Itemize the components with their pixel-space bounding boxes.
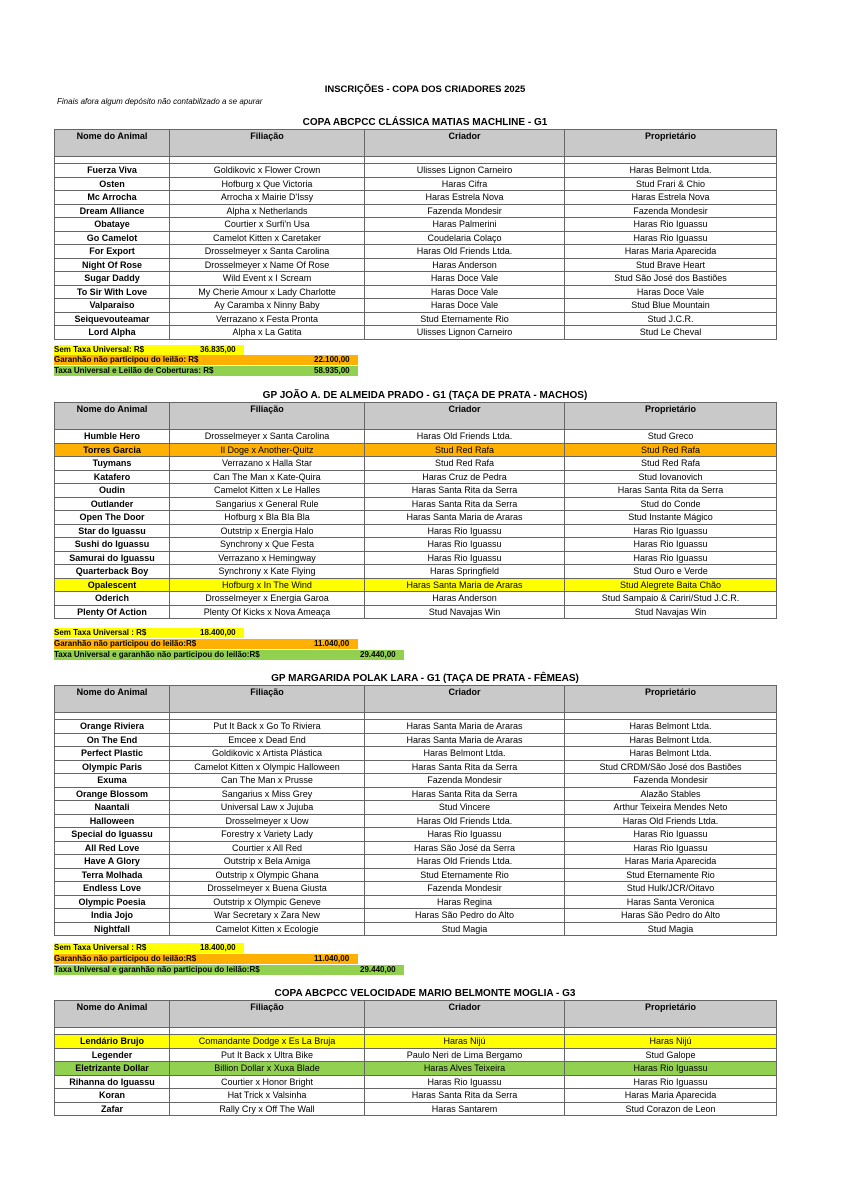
- owner: Arthur Teixeira Mendes Neto: [565, 801, 777, 815]
- owner: Stud Corazon de Leon: [565, 1102, 777, 1116]
- sire: Rally Cry x Off The Wall: [170, 1102, 365, 1116]
- tax-line: Taxa Universal e garanhão não participou do leilão:R$ 29.440,00: [54, 965, 404, 975]
- horse-name: Quarterback Boy: [55, 565, 170, 579]
- sire: Synchrony x Kate Flying: [170, 565, 365, 579]
- owner: Stud CRDM/São José dos Bastiões: [565, 760, 777, 774]
- table-row: [55, 538, 777, 552]
- tax-line: Garanhão não participou do leilão:R$ 11.040,00: [54, 954, 358, 964]
- owner: Stud Red Rafa: [565, 457, 777, 471]
- horse-name: Rihanna do Iguassu: [55, 1075, 170, 1089]
- horse-name: Olympic Poesia: [55, 895, 170, 909]
- horse-name: Orange Blossom: [55, 787, 170, 801]
- sire: Plenty Of Kicks x Nova Ameaça: [170, 605, 365, 619]
- horse-name: Valparaiso: [55, 299, 170, 313]
- race-title: GP JOÃO A. DE ALMEIDA PRADO - G1 (TAÇA DE PRATA - MACHOS): [262, 390, 588, 401]
- horse-name: Dream Alliance: [55, 204, 170, 218]
- owner: Stud Galope: [565, 1048, 777, 1062]
- table-row: [55, 922, 777, 936]
- breeder: Haras Santa Rita da Serra: [365, 1089, 565, 1103]
- tax-line: Taxa Universal e Leilão de Coberturas: R$ 58.935,00: [54, 366, 358, 376]
- horse-name: Obataye: [55, 218, 170, 232]
- table-row: [55, 578, 777, 592]
- table-row: [55, 1075, 777, 1089]
- horse-name: Fuerza Viva: [55, 164, 170, 178]
- sire: Sangarius x General Rule: [170, 497, 365, 511]
- breeder: Haras Nijú: [365, 1035, 565, 1049]
- table-row: [55, 164, 777, 178]
- col-header-breeder: Criador: [365, 686, 565, 713]
- table-row: [55, 231, 777, 245]
- sire: Hofburg x In The Wind: [170, 578, 365, 592]
- horse-name: Lord Alpha: [55, 326, 170, 340]
- owner: Haras Maria Aparecida: [565, 245, 777, 259]
- owner: Haras Nijú: [565, 1035, 777, 1049]
- horse-name: Oderich: [55, 592, 170, 606]
- table-row: [55, 430, 777, 444]
- owner: Haras Rio Iguassu: [565, 218, 777, 232]
- owner: Stud Navajas Win: [565, 605, 777, 619]
- breeder: Haras Santa Maria de Araras: [365, 511, 565, 525]
- breeder: Ulisses Lignon Carneiro: [365, 326, 565, 340]
- owner: Haras Belmont Ltda.: [565, 720, 777, 734]
- breeder: Haras São José da Serra: [365, 841, 565, 855]
- owner: Stud Iovanovich: [565, 470, 777, 484]
- owner: Haras Old Friends Ltda.: [565, 814, 777, 828]
- table-row: [55, 841, 777, 855]
- table-row: [55, 524, 777, 538]
- col-header-owner: Proprietário: [565, 686, 777, 713]
- horse-name: Humble Hero: [55, 430, 170, 444]
- table-row: [55, 605, 777, 619]
- breeder: Haras Anderson: [365, 258, 565, 272]
- sire: Hofburg x Que Victoria: [170, 177, 365, 191]
- breeder: Haras Anderson: [365, 592, 565, 606]
- breeder: Fazenda Mondesir: [365, 204, 565, 218]
- sire: Synchrony x Que Festa: [170, 538, 365, 552]
- horse-name: Outlander: [55, 497, 170, 511]
- sire: Alpha x La Gatita: [170, 326, 365, 340]
- horse-name: Have A Glory: [55, 855, 170, 869]
- table-row: [55, 484, 777, 498]
- horse-name: Exuma: [55, 774, 170, 788]
- table-row: [55, 828, 777, 842]
- horse-name: Katafero: [55, 470, 170, 484]
- race-table: [54, 685, 777, 936]
- breeder: Coudelaria Colaço: [365, 231, 565, 245]
- sire: Billion Dollar x Xuxa Blade: [170, 1062, 365, 1076]
- breeder: Stud Magia: [365, 922, 565, 936]
- note: Finais afora algum depósito não contabilizado a se apurar: [57, 97, 263, 106]
- breeder: Haras Santa Rita da Serra: [365, 787, 565, 801]
- breeder: Haras Old Friends Ltda.: [365, 245, 565, 259]
- sire: Hofburg x Bla Bla Bla: [170, 511, 365, 525]
- col-header-breeder: Criador: [365, 130, 565, 157]
- horse-name: Samurai do Iguassu: [55, 551, 170, 565]
- sire: Can The Man x Prusse: [170, 774, 365, 788]
- breeder: Haras Belmont Ltda.: [365, 747, 565, 761]
- owner: Stud Frari & Chio: [565, 177, 777, 191]
- sire: My Cherie Amour x Lady Charlotte: [170, 285, 365, 299]
- owner: Haras Rio Iguassu: [565, 1075, 777, 1089]
- breeder: Haras Cifra: [365, 177, 565, 191]
- breeder: Paulo Neri de Lima Bergamo: [365, 1048, 565, 1062]
- tax-line: Sem Taxa Universal: R$ 36.835,00: [54, 345, 244, 355]
- horse-name: Mc Arrocha: [55, 191, 170, 205]
- sire: Put It Back x Go To Riviera: [170, 720, 365, 734]
- table-row: [55, 720, 777, 734]
- sire: Can The Man x Kate-Quira: [170, 470, 365, 484]
- col-header-sire: Filiação: [170, 686, 365, 713]
- horse-name: Plenty Of Action: [55, 605, 170, 619]
- owner: Stud Alegrete Baita Chão: [565, 578, 777, 592]
- breeder: Fazenda Mondesir: [365, 774, 565, 788]
- owner: Haras Rio Iguassu: [565, 524, 777, 538]
- breeder: Haras Doce Vale: [365, 272, 565, 286]
- sire: Outstrip x Olympic Ghana: [170, 868, 365, 882]
- table-row: [55, 1089, 777, 1103]
- horse-name: Naantali: [55, 801, 170, 815]
- horse-name: To Sir With Love: [55, 285, 170, 299]
- horse-name: Nightfall: [55, 922, 170, 936]
- sire: Comandante Dodge x Es La Bruja: [170, 1035, 365, 1049]
- owner: Stud Hulk/JCR/Oitavo: [565, 882, 777, 896]
- col-header-sire: Filiação: [170, 403, 365, 430]
- breeder: Haras Springfield: [365, 565, 565, 579]
- sire: Drosselmeyer x Santa Carolina: [170, 430, 365, 444]
- sire: War Secretary x Zara New: [170, 909, 365, 923]
- owner: Haras Rio Iguassu: [565, 538, 777, 552]
- race-table: [54, 129, 777, 340]
- owner: Haras Santa Veronica: [565, 895, 777, 909]
- horse-name: Endless Love: [55, 882, 170, 896]
- breeder: Haras Rio Iguassu: [365, 1075, 565, 1089]
- breeder: Haras Santa Maria de Araras: [365, 720, 565, 734]
- table-row: [55, 470, 777, 484]
- horse-name: Tuymans: [55, 457, 170, 471]
- sire: Ay Caramba x Ninny Baby: [170, 299, 365, 313]
- table-row: [55, 1102, 777, 1116]
- col-header-sire: Filiação: [170, 1001, 365, 1028]
- breeder: Haras Old Friends Ltda.: [365, 855, 565, 869]
- breeder: Haras Doce Vale: [365, 299, 565, 313]
- table-row: [55, 312, 777, 326]
- horse-name: Legender: [55, 1048, 170, 1062]
- sire: Drosselmeyer x Name Of Rose: [170, 258, 365, 272]
- table-row: [55, 497, 777, 511]
- sire: Forestry x Variety Lady: [170, 828, 365, 842]
- breeder: Stud Eternamente Rio: [365, 312, 565, 326]
- page-title: INSCRIÇÕES - COPA DOS CRIADORES 2025: [324, 84, 526, 95]
- table-row: [55, 285, 777, 299]
- owner: Haras Rio Iguassu: [565, 1062, 777, 1076]
- table-row: [55, 1062, 777, 1076]
- table-row: [55, 258, 777, 272]
- sire: Outstrip x Olympic Geneve: [170, 895, 365, 909]
- tax-line: Sem Taxa Universal : R$ 18.400,00: [54, 628, 244, 638]
- tax-line: Garanhão não participou do leilão: R$ 22.100,00: [54, 355, 358, 365]
- sire: Alpha x Netherlands: [170, 204, 365, 218]
- col-header-owner: Proprietário: [565, 130, 777, 157]
- breeder: Stud Red Rafa: [365, 457, 565, 471]
- breeder: Haras Santa Maria de Araras: [365, 733, 565, 747]
- breeder: Haras Rio Iguassu: [365, 551, 565, 565]
- race-title: GP MARGARIDA POLAK LARA - G1 (TAÇA DE PRATA - FÊMEAS): [271, 673, 579, 684]
- sire: Universal Law x Jujuba: [170, 801, 365, 815]
- breeder: Haras Rio Iguassu: [365, 524, 565, 538]
- horse-name: Sugar Daddy: [55, 272, 170, 286]
- table-row: [55, 218, 777, 232]
- col-header-sire: Filiação: [170, 130, 365, 157]
- breeder: Haras Santa Rita da Serra: [365, 484, 565, 498]
- table-row: [55, 801, 777, 815]
- horse-name: On The End: [55, 733, 170, 747]
- horse-name: Opalescent: [55, 578, 170, 592]
- breeder: Haras Santarem: [365, 1102, 565, 1116]
- breeder: Haras Cruz de Pedra: [365, 470, 565, 484]
- breeder: Ulisses Lignon Carneiro: [365, 164, 565, 178]
- table-row: [55, 191, 777, 205]
- sire: Arrocha x Mairie D'Issy: [170, 191, 365, 205]
- breeder: Haras Regina: [365, 895, 565, 909]
- owner: Haras Rio Iguassu: [565, 828, 777, 842]
- horse-name: Sushi do Iguassu: [55, 538, 170, 552]
- table-row: [55, 733, 777, 747]
- breeder: Haras São Pedro do Alto: [365, 909, 565, 923]
- table-row: [55, 272, 777, 286]
- race-table: [54, 1000, 777, 1116]
- table-row: [55, 326, 777, 340]
- table-row: [55, 457, 777, 471]
- sire: Drosselmeyer x Uow: [170, 814, 365, 828]
- table-row: [55, 299, 777, 313]
- table-row: [55, 177, 777, 191]
- sire: Courtier x Surfi'n Usa: [170, 218, 365, 232]
- breeder: Stud Navajas Win: [365, 605, 565, 619]
- col-header-owner: Proprietário: [565, 403, 777, 430]
- sire: Hat Trick x Valsinha: [170, 1089, 365, 1103]
- owner: Haras Belmont Ltda.: [565, 747, 777, 761]
- horse-name: Go Camelot: [55, 231, 170, 245]
- breeder: Haras Doce Vale: [365, 285, 565, 299]
- col-header-name: Nome do Animal: [55, 403, 170, 430]
- owner: Haras Belmont Ltda.: [565, 733, 777, 747]
- breeder: Fazenda Mondesir: [365, 882, 565, 896]
- table-row: [55, 909, 777, 923]
- sire: Verrazano x Festa Pronta: [170, 312, 365, 326]
- sire: Courtier x Honor Bright: [170, 1075, 365, 1089]
- table-row: [55, 814, 777, 828]
- sire: Put It Back x Ultra Bike: [170, 1048, 365, 1062]
- col-header-owner: Proprietário: [565, 1001, 777, 1028]
- breeder: Haras Santa Rita da Serra: [365, 760, 565, 774]
- owner: Stud Sampaio & Cariri/Stud J.C.R.: [565, 592, 777, 606]
- horse-name: Eletrizante Dollar: [55, 1062, 170, 1076]
- breeder: Stud Red Rafa: [365, 443, 565, 457]
- horse-name: Olympic Paris: [55, 760, 170, 774]
- horse-name: For Export: [55, 245, 170, 259]
- col-header-name: Nome do Animal: [55, 130, 170, 157]
- owner: Stud do Conde: [565, 497, 777, 511]
- owner: Alazão Stables: [565, 787, 777, 801]
- horse-name: Osten: [55, 177, 170, 191]
- owner: Haras Santa Rita da Serra: [565, 484, 777, 498]
- sire: Camelot Kitten x Olympic Halloween: [170, 760, 365, 774]
- table-row: [55, 760, 777, 774]
- owner: Stud Blue Mountain: [565, 299, 777, 313]
- owner: Stud São José dos Bastiões: [565, 272, 777, 286]
- sire: Verrazano x Halla Star: [170, 457, 365, 471]
- table-row: [55, 774, 777, 788]
- sire: Drosselmeyer x Energia Garoa: [170, 592, 365, 606]
- sire: Courtier x All Red: [170, 841, 365, 855]
- horse-name: Seiquevouteamar: [55, 312, 170, 326]
- owner: Haras Rio Iguassu: [565, 551, 777, 565]
- breeder: Haras Estrela Nova: [365, 191, 565, 205]
- sire: Camelot Kitten x Le Halles: [170, 484, 365, 498]
- table-row: [55, 1048, 777, 1062]
- race-title: COPA ABCPCC VELOCIDADE MARIO BELMONTE MOGLIA - G3: [274, 988, 576, 999]
- owner: Haras Doce Vale: [565, 285, 777, 299]
- owner: Stud Greco: [565, 430, 777, 444]
- sire: Drosselmeyer x Buena Giusta: [170, 882, 365, 896]
- breeder: Haras Palmerini: [365, 218, 565, 232]
- owner: Haras Maria Aparecida: [565, 1089, 777, 1103]
- owner: Fazenda Mondesir: [565, 774, 777, 788]
- table-row: [55, 551, 777, 565]
- horse-name: Terra Molhada: [55, 868, 170, 882]
- sire: Emcee x Dead End: [170, 733, 365, 747]
- sire: Drosselmeyer x Santa Carolina: [170, 245, 365, 259]
- col-header-name: Nome do Animal: [55, 686, 170, 713]
- breeder: Haras Rio Iguassu: [365, 538, 565, 552]
- owner: Haras Rio Iguassu: [565, 841, 777, 855]
- owner: Stud Le Cheval: [565, 326, 777, 340]
- horse-name: Zafar: [55, 1102, 170, 1116]
- table-row: [55, 747, 777, 761]
- sire: Outstrip x Energia Halo: [170, 524, 365, 538]
- table-row: [55, 204, 777, 218]
- owner: Haras São Pedro do Alto: [565, 909, 777, 923]
- owner: Haras Belmont Ltda.: [565, 164, 777, 178]
- horse-name: Open The Door: [55, 511, 170, 525]
- breeder: Haras Santa Maria de Araras: [365, 578, 565, 592]
- horse-name: Oudin: [55, 484, 170, 498]
- sire: Wild Event x I Scream: [170, 272, 365, 286]
- horse-name: Halloween: [55, 814, 170, 828]
- breeder: Stud Vincere: [365, 801, 565, 815]
- owner: Stud Red Rafa: [565, 443, 777, 457]
- owner: Haras Rio Iguassu: [565, 231, 777, 245]
- table-row: [55, 895, 777, 909]
- table-row: [55, 565, 777, 579]
- owner: Stud Ouro e Verde: [565, 565, 777, 579]
- table-row: [55, 592, 777, 606]
- horse-name: Night Of Rose: [55, 258, 170, 272]
- race-table: [54, 402, 777, 619]
- sire: Il Doge x Another-Quitz: [170, 443, 365, 457]
- sire: Goldikovic x Flower Crown: [170, 164, 365, 178]
- breeder: Haras Santa Rita da Serra: [365, 497, 565, 511]
- table-row: [55, 868, 777, 882]
- owner: Stud J.C.R.: [565, 312, 777, 326]
- horse-name: Torres Garcia: [55, 443, 170, 457]
- sire: Outstrip x Bela Amiga: [170, 855, 365, 869]
- breeder: Haras Alves Teixeira: [365, 1062, 565, 1076]
- horse-name: Lendário Brujo: [55, 1035, 170, 1049]
- table-row: [55, 511, 777, 525]
- breeder: Haras Old Friends Ltda.: [365, 430, 565, 444]
- owner: Fazenda Mondesir: [565, 204, 777, 218]
- breeder: Haras Old Friends Ltda.: [365, 814, 565, 828]
- owner: Stud Magia: [565, 922, 777, 936]
- horse-name: Star do Iguassu: [55, 524, 170, 538]
- sire: Camelot Kitten x Ecologie: [170, 922, 365, 936]
- breeder: Haras Rio Iguassu: [365, 828, 565, 842]
- owner: Stud Brave Heart: [565, 258, 777, 272]
- owner: Stud Eternamente Rio: [565, 868, 777, 882]
- tax-line: Garanhão não participou do leilão:R$ 11.040,00: [54, 639, 358, 649]
- sire: Camelot Kitten x Caretaker: [170, 231, 365, 245]
- col-header-breeder: Criador: [365, 1001, 565, 1028]
- table-row: [55, 245, 777, 259]
- horse-name: Koran: [55, 1089, 170, 1103]
- table-row: [55, 787, 777, 801]
- horse-name: Special do Iguassu: [55, 828, 170, 842]
- horse-name: India Jojo: [55, 909, 170, 923]
- sire: Sangarius x Miss Grey: [170, 787, 365, 801]
- race-title: COPA ABCPCC CLÁSSICA MATIAS MACHLINE - G1: [302, 117, 548, 128]
- horse-name: All Red Love: [55, 841, 170, 855]
- table-row: [55, 882, 777, 896]
- owner: Haras Maria Aparecida: [565, 855, 777, 869]
- horse-name: Orange Riviera: [55, 720, 170, 734]
- horse-name: Perfect Plastic: [55, 747, 170, 761]
- owner: Haras Estrela Nova: [565, 191, 777, 205]
- sire: Verrazano x Hemingway: [170, 551, 365, 565]
- col-header-name: Nome do Animal: [55, 1001, 170, 1028]
- col-header-breeder: Criador: [365, 403, 565, 430]
- tax-line: Taxa Universal e garanhão não participou do leilão:R$ 29.440,00: [54, 650, 404, 660]
- table-row: [55, 855, 777, 869]
- breeder: Stud Eternamente Rio: [365, 868, 565, 882]
- owner: Stud Instante Mágico: [565, 511, 777, 525]
- tax-line: Sem Taxa Universal : R$ 18.400,00: [54, 943, 244, 953]
- table-row: [55, 443, 777, 457]
- table-row: [55, 1035, 777, 1049]
- sire: Goldikovic x Artista Plástica: [170, 747, 365, 761]
